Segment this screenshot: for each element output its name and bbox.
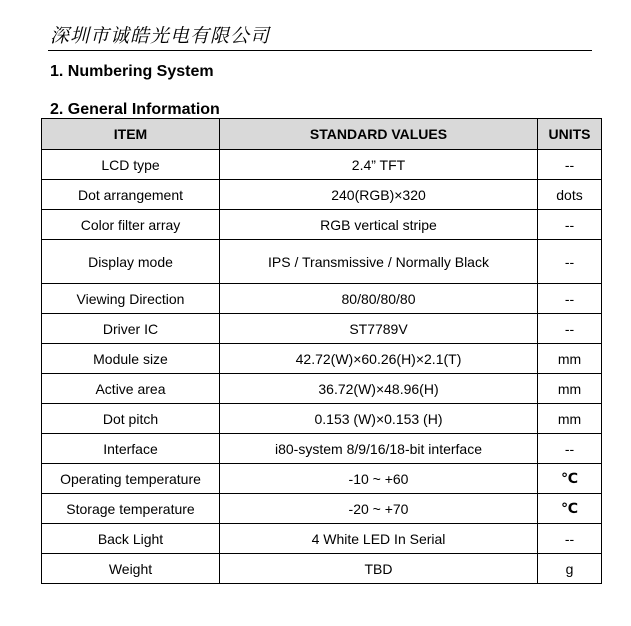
table-row: [42, 494, 602, 524]
table-row: [42, 554, 602, 584]
unit-cell: --: [538, 284, 602, 314]
column-header-item: ITEM: [42, 119, 220, 150]
unit-cell: mm: [538, 404, 602, 434]
table-row: [42, 374, 602, 404]
item-cell: Viewing Direction: [42, 284, 220, 314]
table-row: [42, 210, 602, 240]
value-cell: ST7789V: [220, 314, 538, 344]
company-name: 深圳市诚皓光电有限公司: [50, 25, 271, 47]
table-row: [42, 524, 602, 554]
unit-cell: dots: [538, 180, 602, 210]
item-cell: Display mode: [42, 240, 220, 284]
item-cell: LCD type: [42, 150, 220, 180]
value-cell: 4 White LED In Serial: [220, 524, 538, 554]
item-cell: Operating temperature: [42, 464, 220, 494]
unit-cell: --: [538, 524, 602, 554]
unit-cell: --: [538, 240, 602, 284]
table-row: [42, 404, 602, 434]
item-cell: Color filter array: [42, 210, 220, 240]
general-information-table: [41, 118, 602, 584]
item-cell: Weight: [42, 554, 220, 584]
table-row: [42, 150, 602, 180]
table-row: [42, 344, 602, 374]
value-cell: 0.153 (W)×0.153 (H): [220, 404, 538, 434]
table-header-row: [42, 119, 602, 150]
item-cell: Interface: [42, 434, 220, 464]
table-row: [42, 434, 602, 464]
value-cell: -10 ~ +60: [220, 464, 538, 494]
section-title-numbering-system: 1. Numbering System: [50, 63, 214, 80]
value-cell: 36.72(W)×48.96(H): [220, 374, 538, 404]
header-divider: [48, 50, 592, 51]
value-cell: 80/80/80/80: [220, 284, 538, 314]
unit-cell: --: [538, 434, 602, 464]
value-cell: RGB vertical stripe: [220, 210, 538, 240]
value-cell: IPS / Transmissive / Normally Black: [220, 240, 538, 284]
value-cell: 240(RGB)×320: [220, 180, 538, 210]
unit-cell: ℃: [538, 494, 602, 524]
item-cell: Dot pitch: [42, 404, 220, 434]
item-cell: Storage temperature: [42, 494, 220, 524]
unit-cell: --: [538, 150, 602, 180]
value-cell: 2.4” TFT: [220, 150, 538, 180]
table-row: [42, 180, 602, 210]
item-cell: Driver IC: [42, 314, 220, 344]
item-cell: Dot arrangement: [42, 180, 220, 210]
value-cell: TBD: [220, 554, 538, 584]
unit-cell: mm: [538, 344, 602, 374]
value-cell: 42.72(W)×60.26(H)×2.1(T): [220, 344, 538, 374]
section-title-general-information: 2. General Information: [50, 101, 220, 118]
unit-cell: mm: [538, 374, 602, 404]
unit-cell: ℃: [538, 464, 602, 494]
table-row: [42, 284, 602, 314]
unit-cell: --: [538, 314, 602, 344]
unit-cell: --: [538, 210, 602, 240]
item-cell: Active area: [42, 374, 220, 404]
value-cell: -20 ~ +70: [220, 494, 538, 524]
column-header-units: UNITS: [538, 119, 602, 150]
column-header-standard-values: STANDARD VALUES: [220, 119, 538, 150]
item-cell: Back Light: [42, 524, 220, 554]
value-cell: i80-system 8/9/16/18-bit interface: [220, 434, 538, 464]
table-row: [42, 464, 602, 494]
table-row: [42, 240, 602, 284]
item-cell: Module size: [42, 344, 220, 374]
unit-cell: g: [538, 554, 602, 584]
table-row: [42, 314, 602, 344]
